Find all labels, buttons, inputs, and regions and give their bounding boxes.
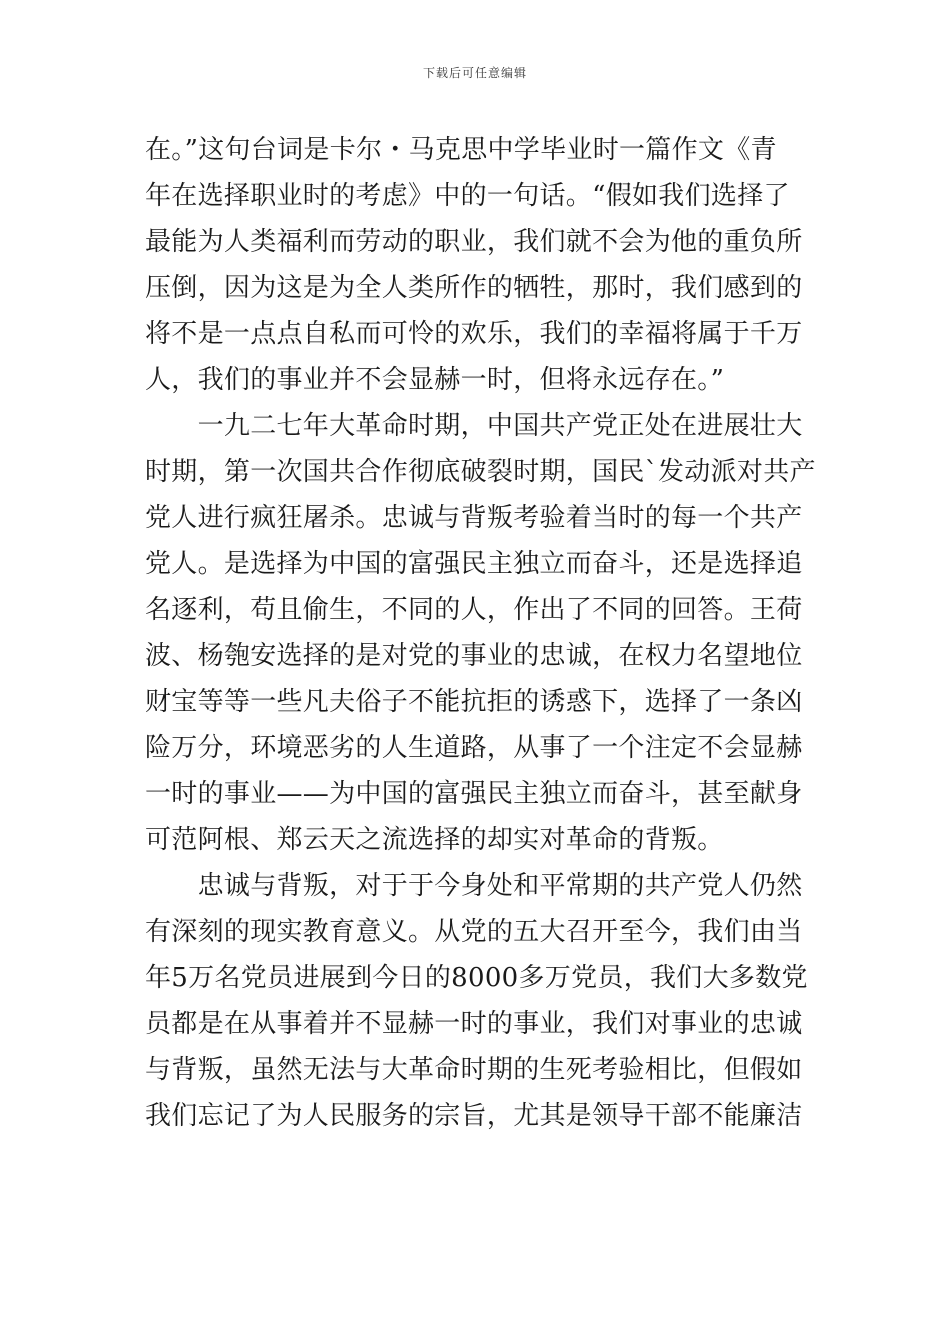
text-line: 可范阿根、郑云天之流选择的却实对革命的背叛。 [145, 825, 724, 855]
text-line: 险万分，环境恶劣的人生道路，从事了一个注定不会显赫 [145, 733, 803, 763]
text-line: 人，我们的事业并不会显赫一时，但将永远存在。” [145, 365, 725, 395]
text-line: 一九二七年大革命时期，中国共产党正处在进展壮大 [145, 411, 803, 441]
text-line: 将不是一点点自私而可怜的欢乐，我们的幸福将属于千万 [145, 319, 803, 349]
text-line: 年5万名党员进展到今日的8000多万党员，我们大多数党 [145, 963, 808, 993]
text-line: 年在选择职业时的考虑》中的一句话。“假如我们选择了 [145, 181, 790, 211]
text-line: 压倒，因为这是为全人类所作的牺牲，那时，我们感到的 [145, 273, 803, 303]
text-line: 党人进行疯狂屠杀。忠诚与背叛考验着当时的每一个共产 [145, 503, 803, 533]
text-line: 时期，第一次国共合作彻底破裂时期，国民`发动派对共产 [145, 457, 816, 487]
text-line: 党人。是选择为中国的富强民主独立而奋斗，还是选择追 [145, 549, 803, 579]
text-line: 忠诚与背叛，对于于今身处和平常期的共产党人仍然 [145, 871, 803, 901]
text-line: 员都是在从事着并不显赫一时的事业，我们对事业的忠诚 [145, 1009, 803, 1039]
text-line: 名逐利，苟且偷生，不同的人，作出了不同的回答。王荷 [145, 595, 803, 625]
page-header: 下载后可任意编辑 [422, 66, 527, 80]
text-line: 一时的事业——为中国的富强民主独立而奋斗，甚至献身 [145, 779, 803, 809]
text-line: 与背叛，虽然无法与大革命时期的生死考验相比，但假如 [145, 1055, 803, 1085]
text-line: 有深刻的现实教育意义。从党的五大召开至今，我们由当 [145, 917, 803, 947]
text-line: 我们忘记了为人民服务的宗旨，尤其是领导干部不能廉洁 [145, 1101, 803, 1131]
text-line: 财宝等等一些凡夫俗子不能抗拒的诱惑下，选择了一条凶 [145, 687, 803, 717]
text-line: 最能为人类福利而劳动的职业，我们就不会为他的重负所 [145, 227, 803, 257]
body-text [145, 127, 825, 1139]
text-line: 在。”这句台词是卡尔・马克思中学毕业时一篇作文《青 [145, 135, 777, 165]
text-line: 波、杨匏安选择的是对党的事业的忠诚，在权力名望地位 [145, 641, 803, 671]
